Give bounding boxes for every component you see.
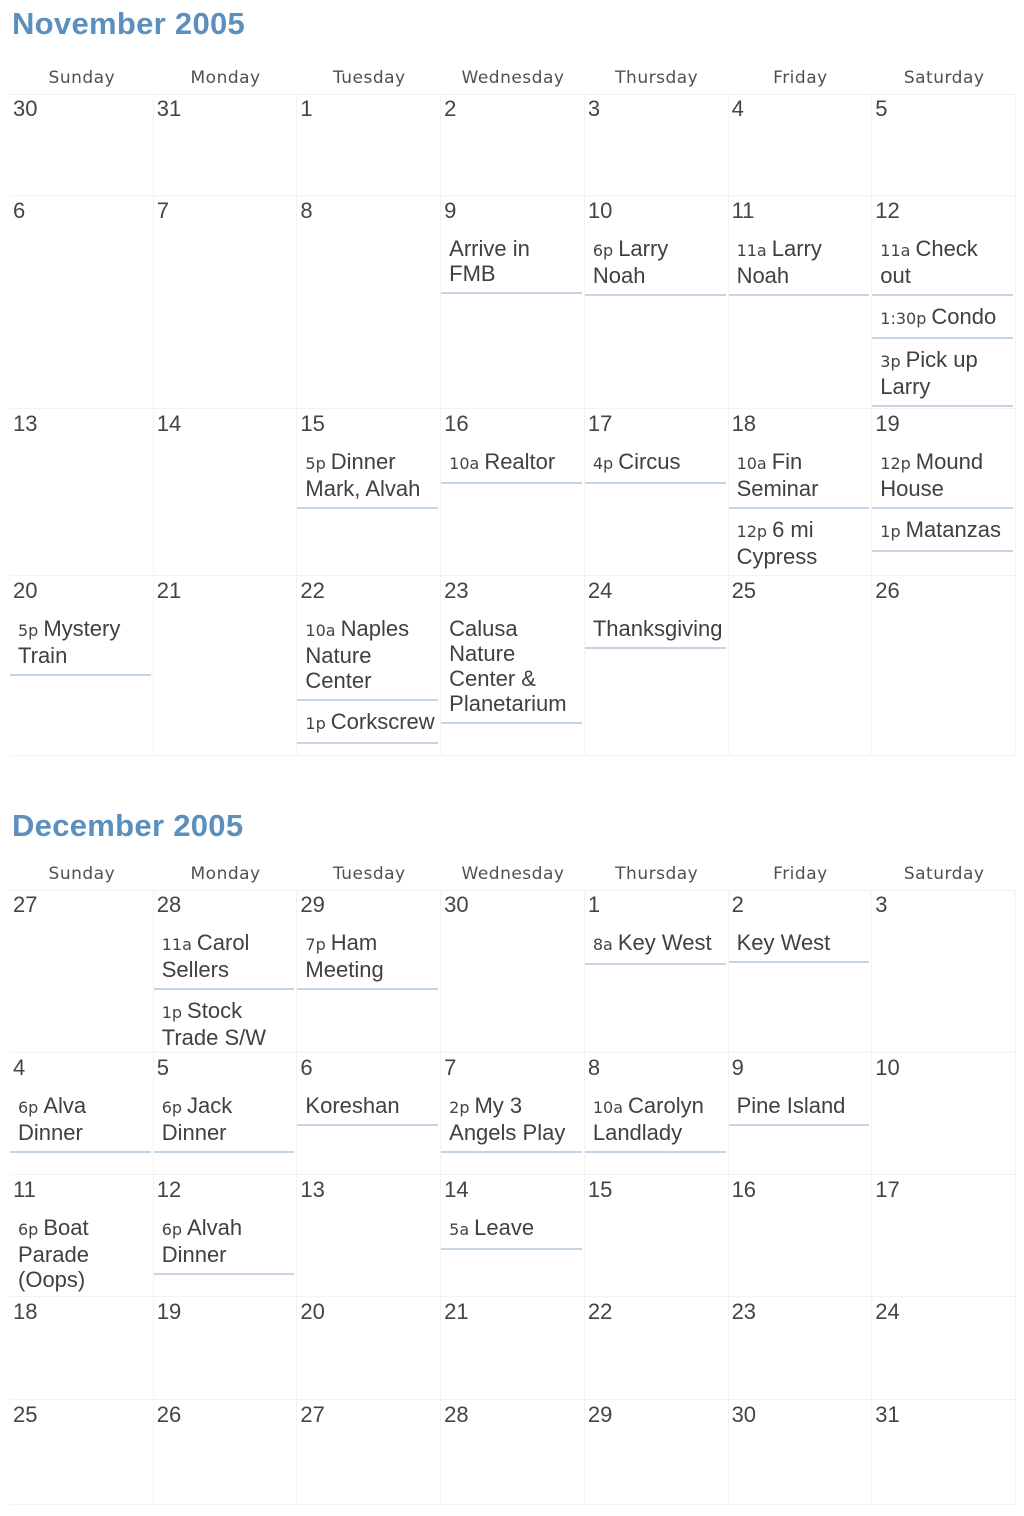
weekday-header: Sunday [10,860,154,891]
day-number: 28 [156,892,182,917]
calendar-event[interactable] [729,515,870,576]
weekday-header: Saturday [872,860,1016,891]
day-cell[interactable] [154,1400,298,1505]
calendar-event[interactable] [585,928,726,965]
day-cell[interactable] [729,1053,873,1175]
calendar-event[interactable] [10,1091,151,1153]
day-number: 26 [875,578,900,603]
calendar-event[interactable] [154,996,295,1053]
calendar-event[interactable] [585,447,726,484]
day-cell[interactable] [441,576,585,756]
event-title: Fin Seminar [736,449,819,501]
day-number: 11 [731,198,755,223]
day-cell[interactable] [729,94,873,196]
calendar-event[interactable] [154,1091,295,1153]
day-number: 5 [156,1055,169,1080]
event-title: Mound House [880,449,984,501]
day-cell[interactable] [297,196,441,409]
event-title: Key West [617,930,712,955]
day-number: 12 [156,1177,182,1202]
event-title: Mystery Train [18,616,121,668]
day-cell[interactable] [297,1053,441,1175]
event-time: 10a [305,621,336,640]
event-title: Realtor [484,449,556,474]
day-cell[interactable] [585,576,729,756]
day-cell[interactable] [297,576,441,756]
calendar-event[interactable] [10,614,151,676]
day-number: 5 [875,96,888,121]
event-title: Dinner Mark, Alvah [305,449,421,501]
event-title: Condo [931,304,997,329]
day-number: 16 [731,1177,757,1202]
day-number: 18 [13,1299,38,1324]
event-time: 6p [592,241,614,260]
event-time: 8a [592,935,613,954]
weekday-header: Sunday [10,64,154,95]
event-time: 10a [592,1098,624,1117]
day-cell[interactable] [729,890,873,1053]
day-number: 30 [731,1402,757,1427]
weekday-header: Monday [154,64,298,95]
event-title: Ham Meeting [305,930,384,982]
day-cell[interactable] [10,1175,154,1297]
day-cell[interactable] [154,94,298,196]
day-cell[interactable] [10,196,154,409]
weekday-header: Friday [729,64,873,95]
month-title: November 2005 [12,6,246,41]
event-time: 12p [880,454,911,473]
event-time: 6p [161,1098,183,1117]
event-title: Larry Noah [592,236,669,288]
day-number: 8 [587,1055,601,1080]
event-title: Stock Trade S/W [161,998,267,1050]
day-number: 21 [444,1299,469,1324]
day-cell[interactable] [10,890,154,1053]
event-title: Thanksgiving [592,616,723,641]
day-number: 17 [875,1177,900,1202]
day-cell[interactable] [441,196,585,409]
day-cell[interactable] [154,576,298,756]
calendar-event[interactable] [441,1213,582,1250]
day-cell[interactable] [872,1175,1016,1297]
day-number: 1 [300,96,313,121]
day-cell[interactable] [729,196,873,409]
day-cell[interactable] [441,94,585,196]
event-title: Naples Nature Center [305,616,410,693]
day-number: 14 [156,411,182,436]
day-cell[interactable] [154,1053,298,1175]
day-number: 13 [13,411,38,436]
event-time: 3p [880,352,901,371]
day-cell[interactable] [297,1400,441,1505]
weekday-header: Wednesday [441,860,585,891]
day-number: 2 [731,892,744,917]
day-cell[interactable] [872,1053,1016,1175]
event-title: Matanzas [905,517,1002,542]
day-cell[interactable] [585,1297,729,1400]
day-cell[interactable] [872,196,1016,409]
day-number: 23 [444,578,469,603]
day-cell[interactable] [297,1175,441,1297]
calendar-grid [10,860,1016,1505]
event-title: Circus [618,449,681,474]
day-cell[interactable] [729,409,873,576]
event-title: Calusa Nature Center & Planetarium [449,616,567,716]
calendar-event[interactable] [441,234,582,294]
day-number: 27 [13,892,38,917]
day-number: 20 [13,578,38,603]
event-title: Carolyn Landlady [592,1093,704,1145]
calendar-event[interactable] [872,447,1013,509]
day-number: 26 [156,1402,182,1427]
day-number: 13 [300,1177,325,1202]
event-time: 6p [161,1220,183,1239]
day-number: 30 [444,892,469,917]
day-number: 15 [300,411,325,436]
day-number: 16 [444,411,469,436]
day-number: 21 [156,578,182,603]
event-time: 11a [736,241,767,260]
event-time: 6p [18,1098,39,1117]
calendar-event[interactable] [729,928,870,963]
calendar-event[interactable] [872,515,1013,552]
day-number: 14 [444,1177,469,1202]
event-title: Corkscrew [330,709,435,734]
weekday-header: Wednesday [441,64,585,95]
calendar-event[interactable] [729,234,870,296]
calendar-event[interactable] [585,1091,726,1153]
event-time: 5a [449,1220,470,1239]
calendar-event[interactable] [585,614,726,649]
month-title: December 2005 [12,808,244,843]
event-time: 5p [305,454,326,473]
weekday-header: Thursday [585,64,729,95]
weekday-header: Tuesday [297,860,441,891]
weekday-header: Thursday [585,860,729,891]
day-cell[interactable] [154,890,298,1053]
day-cell[interactable] [872,409,1016,576]
day-cell[interactable] [729,1175,873,1297]
day-cell[interactable] [441,1297,585,1400]
event-title: Alva Dinner [18,1093,87,1145]
event-title: Jack Dinner [161,1093,233,1145]
day-number: 12 [875,198,900,223]
event-title: 6 mi Cypress [736,517,818,569]
event-time: 1:30p [880,309,927,328]
day-number: 8 [300,198,313,223]
day-cell[interactable] [154,1175,298,1297]
day-cell[interactable] [441,1053,585,1175]
event-title: Check out [880,236,978,288]
day-cell[interactable] [872,94,1016,196]
day-cell[interactable] [297,409,441,576]
day-cell[interactable] [585,1053,729,1175]
event-title: Arrive in FMB [449,236,530,286]
day-cell[interactable] [154,196,298,409]
day-number: 6 [300,1055,313,1080]
event-title: Leave [474,1215,535,1240]
day-cell[interactable] [872,576,1016,756]
calendar-event[interactable] [441,1091,582,1153]
day-number: 29 [587,1402,613,1427]
day-cell[interactable] [441,1400,585,1505]
event-title: Key West [736,930,831,955]
event-title: Pick up Larry [880,347,978,399]
day-cell[interactable] [441,409,585,576]
event-time: 2p [449,1098,470,1117]
day-number: 30 [13,96,38,121]
calendar-event[interactable] [585,234,726,296]
day-number: 22 [300,578,325,603]
day-cell[interactable] [585,94,729,196]
day-cell[interactable] [10,576,154,756]
day-cell[interactable] [297,94,441,196]
day-number: 1 [587,892,601,917]
day-cell[interactable] [585,196,729,409]
day-number: 3 [587,96,601,121]
day-cell[interactable] [729,576,873,756]
day-number: 3 [875,892,888,917]
calendar-event[interactable] [441,614,582,724]
calendar-event[interactable] [154,1213,295,1275]
day-cell[interactable] [585,890,729,1053]
event-time: 11a [161,935,192,954]
calendar-event[interactable] [154,928,295,990]
calendar-event[interactable] [729,447,870,509]
event-time: 11a [880,241,911,260]
weekday-header: Tuesday [297,64,441,95]
day-number: 23 [731,1299,757,1324]
calendar-event[interactable] [872,302,1013,339]
day-number: 10 [875,1055,900,1080]
day-number: 31 [156,96,182,121]
event-time: 7p [305,935,326,954]
event-title: Alvah Dinner [161,1215,243,1267]
day-cell[interactable] [297,890,441,1053]
day-number: 10 [587,198,613,223]
event-title: Pine Island [736,1093,846,1118]
day-cell[interactable] [10,94,154,196]
calendar-event[interactable] [10,1213,151,1297]
day-cell[interactable] [154,409,298,576]
event-time: 1p [305,714,326,733]
day-cell[interactable] [585,1400,729,1505]
calendar-event[interactable] [297,928,438,990]
day-cell[interactable] [154,1297,298,1400]
day-number: 24 [587,578,613,603]
day-number: 4 [13,1055,26,1080]
day-number: 29 [300,892,325,917]
day-cell[interactable] [872,1400,1016,1505]
day-cell[interactable] [585,1175,729,1297]
event-time: 5p [18,621,39,640]
day-number: 24 [875,1299,900,1324]
day-number: 6 [13,198,26,223]
day-number: 27 [300,1402,325,1427]
day-cell[interactable] [441,1175,585,1297]
event-time: 4p [592,454,614,473]
day-number: 25 [731,578,757,603]
event-time: 10a [736,454,767,473]
weekday-header: Saturday [872,64,1016,95]
day-number: 7 [444,1055,457,1080]
day-number: 7 [156,198,169,223]
weekday-header: Monday [154,860,298,891]
day-number: 31 [875,1402,900,1427]
event-title: Carol Sellers [161,930,250,982]
calendar-event[interactable] [441,447,582,484]
day-cell[interactable] [872,890,1016,1053]
day-cell[interactable] [10,409,154,576]
day-number: 9 [731,1055,744,1080]
day-number: 2 [444,96,457,121]
day-cell[interactable] [10,1053,154,1175]
event-time: 10a [449,454,480,473]
day-number: 11 [13,1177,36,1202]
calendar-event[interactable] [297,614,438,701]
event-time: 12p [736,522,768,541]
event-title: Koreshan [305,1093,400,1118]
calendar-event[interactable] [872,234,1013,296]
calendar-event[interactable] [872,345,1013,407]
day-cell[interactable] [729,1400,873,1505]
day-number: 22 [587,1299,613,1324]
event-time: 1p [161,1003,183,1022]
day-number: 28 [444,1402,469,1427]
day-number: 18 [731,411,757,436]
day-cell[interactable] [729,1297,873,1400]
day-cell[interactable] [10,1297,154,1400]
event-time: 1p [880,522,901,541]
calendar-event[interactable] [297,707,438,744]
calendar-grid [10,64,1016,756]
calendar-event[interactable] [297,1091,438,1126]
day-number: 20 [300,1299,325,1324]
day-cell[interactable] [297,1297,441,1400]
day-number: 9 [444,198,457,223]
day-cell[interactable] [872,1297,1016,1400]
event-title: Larry Noah [736,236,822,288]
day-number: 17 [587,411,613,436]
day-cell[interactable] [10,1400,154,1505]
day-number: 19 [875,411,900,436]
event-title: Boat Parade (Oops) [18,1215,89,1292]
day-number: 19 [156,1299,182,1324]
day-number: 25 [13,1402,38,1427]
day-cell[interactable] [585,409,729,576]
day-cell[interactable] [441,890,585,1053]
event-title: My 3 Angels Play [449,1093,566,1145]
calendar-event[interactable] [297,447,438,509]
calendar-event[interactable] [729,1091,870,1126]
day-number: 15 [587,1177,613,1202]
weekday-header: Friday [729,860,873,891]
day-number: 4 [731,96,744,121]
event-time: 6p [18,1220,39,1239]
